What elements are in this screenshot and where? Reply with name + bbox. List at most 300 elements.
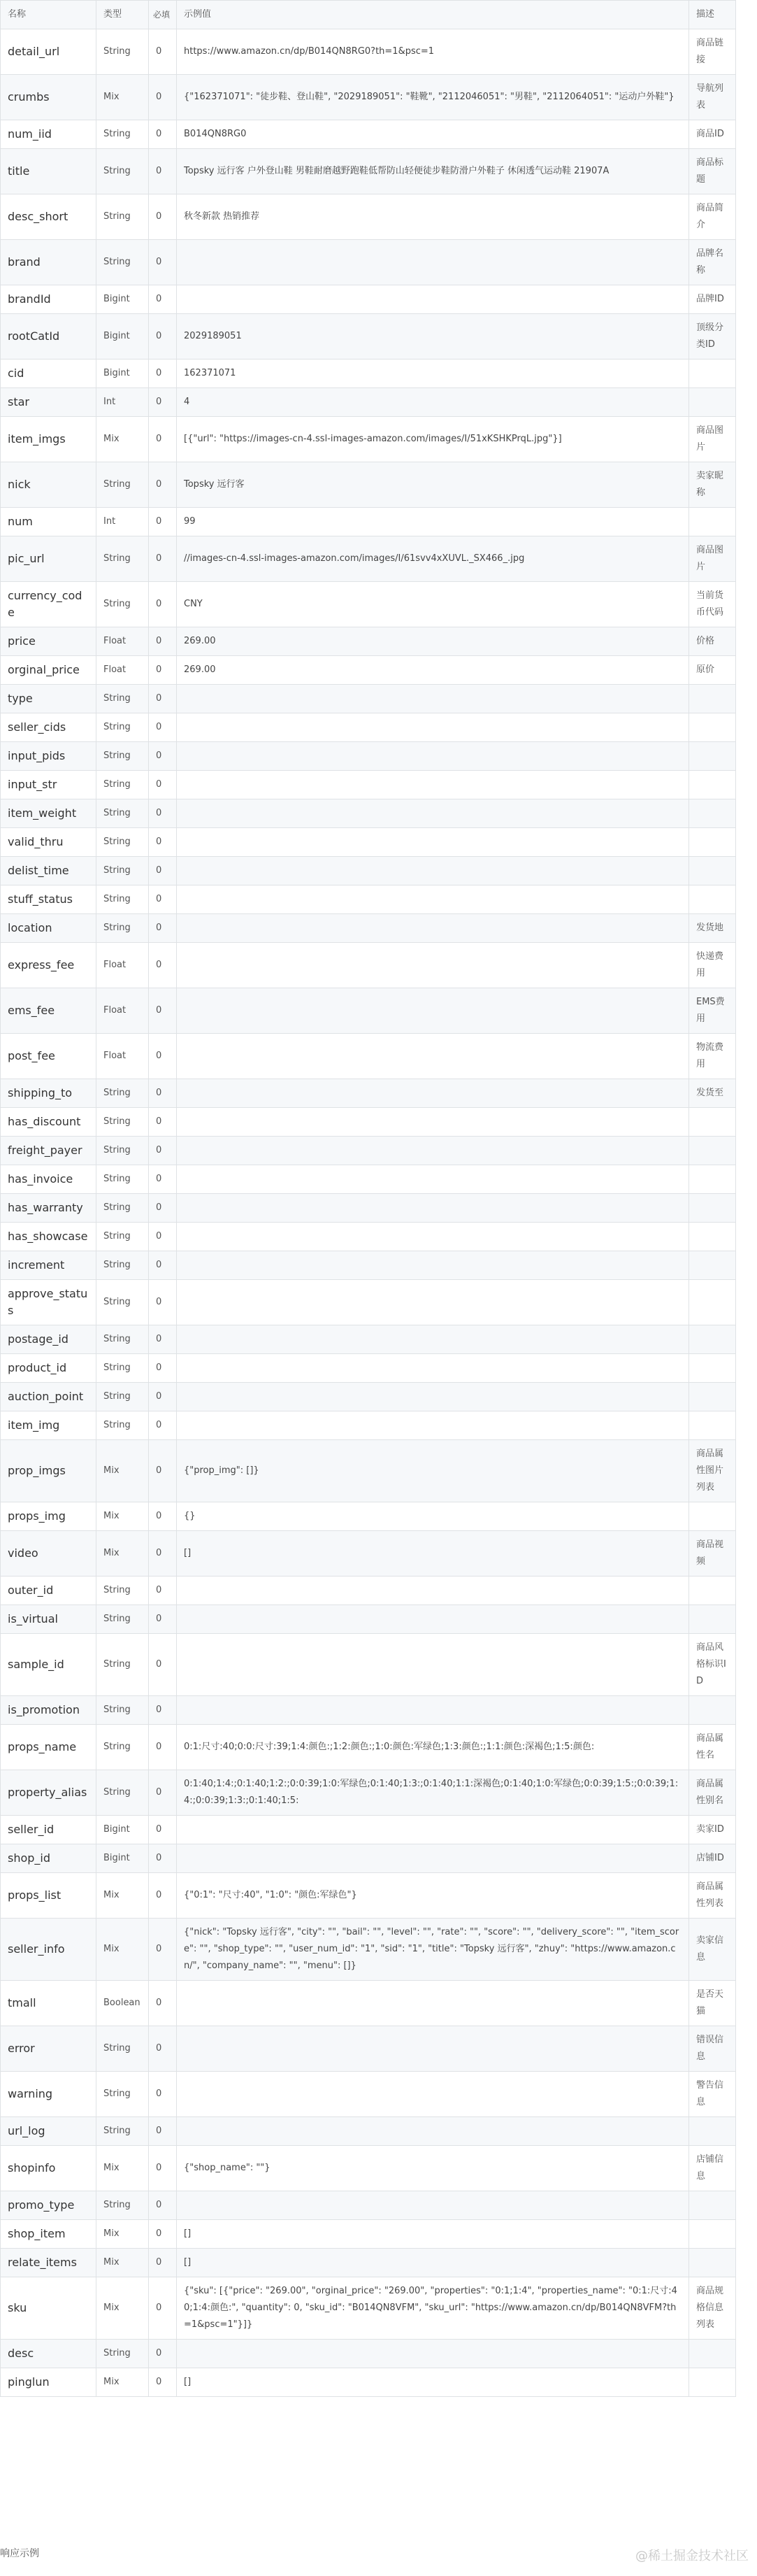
cell-type: String xyxy=(96,1383,149,1411)
cell-example xyxy=(177,1137,689,1165)
cell-type: String xyxy=(96,713,149,742)
table-row xyxy=(1,914,736,943)
cell-required: 0 xyxy=(149,417,177,462)
cell-type: Mix xyxy=(96,417,149,462)
cell-name: brand xyxy=(1,240,96,285)
table-row xyxy=(1,685,736,713)
table-row xyxy=(1,2191,736,2220)
cell-type: String xyxy=(96,771,149,799)
cell-example xyxy=(177,2117,689,2146)
cell-example xyxy=(177,885,689,914)
cell-name: star xyxy=(1,388,96,417)
cell-example: 162371071 xyxy=(177,360,689,388)
cell-type: String xyxy=(96,742,149,771)
cell-example: 秋冬新款 热销推荐 xyxy=(177,194,689,240)
cell-description: 商品属性别名 xyxy=(689,1770,736,1816)
cell-type: Float xyxy=(96,627,149,656)
cell-name: location xyxy=(1,914,96,943)
cell-example xyxy=(177,2072,689,2117)
cell-required: 0 xyxy=(149,1354,177,1383)
table-row xyxy=(1,1137,736,1165)
table-row xyxy=(1,1696,736,1725)
cell-example xyxy=(177,1223,689,1251)
cell-example xyxy=(177,1844,689,1873)
cell-description xyxy=(689,1383,736,1411)
cell-required: 0 xyxy=(149,1079,177,1108)
cell-name: has_showcase xyxy=(1,1223,96,1251)
cell-name: post_fee xyxy=(1,1034,96,1079)
cell-description xyxy=(689,1577,736,1605)
cell-name: num xyxy=(1,508,96,536)
cell-type: Mix xyxy=(96,1440,149,1502)
cell-type: Mix xyxy=(96,75,149,120)
cell-description: 店铺信息 xyxy=(689,2146,736,2191)
cell-type: Mix xyxy=(96,1531,149,1577)
cell-type: Boolean xyxy=(96,1981,149,2026)
cell-type: Mix xyxy=(96,2368,149,2397)
cell-type: Float xyxy=(96,988,149,1034)
table-row xyxy=(1,2072,736,2117)
cell-required: 0 xyxy=(149,2117,177,2146)
table-row xyxy=(1,1577,736,1605)
cell-example xyxy=(177,943,689,988)
cell-type: Mix xyxy=(96,2146,149,2191)
cell-example: {} xyxy=(177,1502,689,1531)
cell-name: shop_item xyxy=(1,2220,96,2249)
table-row xyxy=(1,1411,736,1440)
cell-description xyxy=(689,360,736,388)
cell-description xyxy=(689,1137,736,1165)
cell-type: Int xyxy=(96,388,149,417)
cell-name: postage_id xyxy=(1,1325,96,1354)
cell-description xyxy=(689,1223,736,1251)
cell-description xyxy=(689,885,736,914)
cell-example: 0:1:尺寸:40;0:0:尺寸:39;1:4:颜色:;1:2:颜色:;1:0:颜色:军绿色;1:3:颜色:;1:1:颜色:深褐色;1:5:颜色: xyxy=(177,1725,689,1770)
cell-type: Float xyxy=(96,656,149,685)
table-row xyxy=(1,1770,736,1816)
table-header xyxy=(1,1,736,29)
cell-name: product_id xyxy=(1,1354,96,1383)
cell-example: [] xyxy=(177,2220,689,2249)
cell-type: String xyxy=(96,1194,149,1223)
cell-example: Topsky 远行客 xyxy=(177,462,689,508)
cell-example xyxy=(177,857,689,885)
cell-example xyxy=(177,1696,689,1725)
cell-type: String xyxy=(96,1354,149,1383)
cell-example: {"0:1": "尺寸:40", "1:0": "颜色:军绿色"} xyxy=(177,1873,689,1919)
cell-required: 0 xyxy=(149,1325,177,1354)
cell-type: String xyxy=(96,1223,149,1251)
cell-example: [] xyxy=(177,2249,689,2277)
table-row xyxy=(1,943,736,988)
cell-example xyxy=(177,713,689,742)
cell-required: 0 xyxy=(149,388,177,417)
cell-description xyxy=(689,799,736,828)
table-row xyxy=(1,240,736,285)
cell-name: relate_items xyxy=(1,2249,96,2277)
cell-type: String xyxy=(96,2026,149,2072)
cell-type: String xyxy=(96,1165,149,1194)
cell-required: 0 xyxy=(149,1108,177,1137)
cell-example xyxy=(177,1634,689,1696)
cell-description: EMS费用 xyxy=(689,988,736,1034)
cell-example xyxy=(177,1577,689,1605)
table-row xyxy=(1,149,736,194)
cell-description: 物流费用 xyxy=(689,1034,736,1079)
table-row xyxy=(1,75,736,120)
cell-example xyxy=(177,1165,689,1194)
cell-example xyxy=(177,828,689,857)
cell-description xyxy=(689,685,736,713)
cell-type: Bigint xyxy=(96,1816,149,1844)
cell-example xyxy=(177,2026,689,2072)
cell-type: Mix xyxy=(96,1873,149,1919)
cell-description: 当前货币代码 xyxy=(689,582,736,627)
cell-type: String xyxy=(96,828,149,857)
table-row xyxy=(1,1079,736,1108)
cell-description: 商品图片 xyxy=(689,417,736,462)
cell-description: 品牌ID xyxy=(689,285,736,314)
table-row xyxy=(1,1383,736,1411)
cell-name: seller_cids xyxy=(1,713,96,742)
cell-description: 商品属性列表 xyxy=(689,1873,736,1919)
cell-type: String xyxy=(96,1696,149,1725)
cell-type: String xyxy=(96,1137,149,1165)
cell-description: 商品风格标识ID xyxy=(689,1634,736,1696)
cell-example: 2029189051 xyxy=(177,314,689,360)
cell-type: String xyxy=(96,914,149,943)
table-row xyxy=(1,582,736,627)
cell-description xyxy=(689,1354,736,1383)
table-row xyxy=(1,2368,736,2397)
cell-required: 0 xyxy=(149,2191,177,2220)
cell-name: has_discount xyxy=(1,1108,96,1137)
table-row xyxy=(1,2277,736,2340)
cell-type: Mix xyxy=(96,1919,149,1981)
cell-description xyxy=(689,1165,736,1194)
cell-name: item_img xyxy=(1,1411,96,1440)
cell-required: 0 xyxy=(149,2368,177,2397)
cell-description xyxy=(689,2117,736,2146)
cell-name: price xyxy=(1,627,96,656)
table-row xyxy=(1,2146,736,2191)
cell-type: String xyxy=(96,2117,149,2146)
cell-example xyxy=(177,1325,689,1354)
table-row xyxy=(1,120,736,149)
table-row xyxy=(1,1165,736,1194)
cell-description: 商品链接 xyxy=(689,29,736,75)
cell-name: cid xyxy=(1,360,96,388)
response-example-label: 响应示例 xyxy=(0,2548,39,2559)
cell-example: {"nick": "Topsky 远行客", "city": "", "bail": "", "level": "", "rate": "", "score": "", "delivery_score": "", "item_score": "", "shop_type": "", "user_num_id": "1", "sid": "1", "title": "Topsky 远行客", "zhuy": "https://www.amazon.cn/", "company_name": "", "menu": []} xyxy=(177,1919,689,1981)
cell-name: sample_id xyxy=(1,1634,96,1696)
cell-type: String xyxy=(96,685,149,713)
cell-description: 商品标题 xyxy=(689,149,736,194)
cell-type: String xyxy=(96,799,149,828)
cell-required: 0 xyxy=(149,742,177,771)
table-row xyxy=(1,1634,736,1696)
cell-name: delist_time xyxy=(1,857,96,885)
table-row xyxy=(1,1919,736,1981)
table-row xyxy=(1,1251,736,1280)
cell-description: 是否天猫 xyxy=(689,1981,736,2026)
cell-description: 商品视频 xyxy=(689,1531,736,1577)
table-row xyxy=(1,1440,736,1502)
cell-example: [{"url": "https://images-cn-4.ssl-images-amazon.com/images/I/51xKSHKPrqL.jpg"}] xyxy=(177,417,689,462)
cell-type: String xyxy=(96,1079,149,1108)
cell-example xyxy=(177,1079,689,1108)
cell-required: 0 xyxy=(149,240,177,285)
watermark-text: @稀土掘金技术社区 xyxy=(635,2549,749,2563)
cell-example: {"sku": [{"price": "269.00", "orginal_price": "269.00", "properties": "0:1;1:4", "properties_name": "0:1:尺寸:40;1:4:颜色:", "quantity": 0, "sku_id": "B014QN8VFM", "sku_url": "https://www.amazon.cn/dp/B014QN8VFM?th=1&psc=1"}]} xyxy=(177,2277,689,2340)
cell-required: 0 xyxy=(149,885,177,914)
cell-type: Mix xyxy=(96,2220,149,2249)
cell-type: String xyxy=(96,1108,149,1137)
cell-description xyxy=(689,1605,736,1634)
cell-example: https://www.amazon.cn/dp/B014QN8RG0?th=1&psc=1 xyxy=(177,29,689,75)
cell-name: crumbs xyxy=(1,75,96,120)
cell-description xyxy=(689,1696,736,1725)
cell-description xyxy=(689,1325,736,1354)
cell-name: warning xyxy=(1,2072,96,2117)
cell-required: 0 xyxy=(149,1383,177,1411)
cell-name: freight_payer xyxy=(1,1137,96,1165)
table-row xyxy=(1,1223,736,1251)
cell-required: 0 xyxy=(149,2026,177,2072)
table-row xyxy=(1,1981,736,2026)
cell-required: 0 xyxy=(149,2220,177,2249)
cell-description xyxy=(689,742,736,771)
cell-required: 0 xyxy=(149,771,177,799)
table-row xyxy=(1,285,736,314)
table-row xyxy=(1,828,736,857)
cell-description xyxy=(689,2249,736,2277)
cell-example: Topsky 远行客 户外登山鞋 男鞋耐磨越野跑鞋低帮防山轻便徒步鞋防滑户外鞋子 休闲透气运动鞋 21907A xyxy=(177,149,689,194)
cell-example xyxy=(177,1383,689,1411)
cell-type: String xyxy=(96,2340,149,2368)
cell-required: 0 xyxy=(149,2249,177,2277)
cell-required: 0 xyxy=(149,1280,177,1325)
cell-type: String xyxy=(96,1770,149,1816)
cell-example: 4 xyxy=(177,388,689,417)
cell-required: 0 xyxy=(149,627,177,656)
cell-required: 0 xyxy=(149,360,177,388)
column-header-description: 描述 xyxy=(689,1,736,29)
cell-type: Bigint xyxy=(96,285,149,314)
cell-example: {"shop_name": ""} xyxy=(177,2146,689,2191)
cell-description: 卖家昵称 xyxy=(689,462,736,508)
cell-type: String xyxy=(96,1634,149,1696)
cell-required: 0 xyxy=(149,462,177,508)
cell-name: desc xyxy=(1,2340,96,2368)
cell-name: stuff_status xyxy=(1,885,96,914)
cell-required: 0 xyxy=(149,1223,177,1251)
cell-name: error xyxy=(1,2026,96,2072)
cell-description xyxy=(689,2368,736,2397)
cell-example xyxy=(177,685,689,713)
cell-required: 0 xyxy=(149,1725,177,1770)
cell-required: 0 xyxy=(149,194,177,240)
table-body xyxy=(1,29,736,2397)
table-row xyxy=(1,462,736,508)
cell-name: input_pids xyxy=(1,742,96,771)
cell-name: rootCatId xyxy=(1,314,96,360)
cell-description: 卖家ID xyxy=(689,1816,736,1844)
cell-description xyxy=(689,857,736,885)
table-row xyxy=(1,1873,736,1919)
watermark xyxy=(635,2546,749,2564)
table-row xyxy=(1,388,736,417)
table-row xyxy=(1,29,736,75)
cell-name: title xyxy=(1,149,96,194)
cell-name: desc_short xyxy=(1,194,96,240)
cell-type: String xyxy=(96,885,149,914)
cell-name: approve_status xyxy=(1,1280,96,1325)
table-header-row xyxy=(1,1,736,29)
table-row xyxy=(1,1816,736,1844)
cell-example xyxy=(177,1816,689,1844)
cell-name: increment xyxy=(1,1251,96,1280)
cell-type: Float xyxy=(96,1034,149,1079)
cell-required: 0 xyxy=(149,120,177,149)
cell-example: //images-cn-4.ssl-images-amazon.com/images/I/61svv4xXUVL._SX466_.jpg xyxy=(177,536,689,582)
table-row xyxy=(1,713,736,742)
cell-name: has_invoice xyxy=(1,1165,96,1194)
cell-example: CNY xyxy=(177,582,689,627)
table-row xyxy=(1,2117,736,2146)
cell-required: 0 xyxy=(149,536,177,582)
cell-type: String xyxy=(96,194,149,240)
cell-type: String xyxy=(96,1280,149,1325)
cell-name: promo_type xyxy=(1,2191,96,2220)
cell-required: 0 xyxy=(149,1605,177,1634)
cell-name: video xyxy=(1,1531,96,1577)
cell-example xyxy=(177,1108,689,1137)
cell-example xyxy=(177,1981,689,2026)
cell-description: 错误信息 xyxy=(689,2026,736,2072)
cell-required: 0 xyxy=(149,285,177,314)
cell-type: String xyxy=(96,2191,149,2220)
cell-example xyxy=(177,988,689,1034)
table-row xyxy=(1,857,736,885)
cell-description xyxy=(689,1251,736,1280)
cell-required: 0 xyxy=(149,314,177,360)
cell-description: 商品ID xyxy=(689,120,736,149)
cell-required: 0 xyxy=(149,1981,177,2026)
cell-description xyxy=(689,2220,736,2249)
cell-description xyxy=(689,1502,736,1531)
cell-name: sku xyxy=(1,2277,96,2340)
cell-type: String xyxy=(96,1725,149,1770)
cell-name: tmall xyxy=(1,1981,96,2026)
cell-required: 0 xyxy=(149,2072,177,2117)
cell-example xyxy=(177,914,689,943)
cell-required: 0 xyxy=(149,1165,177,1194)
cell-type: Bigint xyxy=(96,360,149,388)
cell-example: 269.00 xyxy=(177,656,689,685)
table-row xyxy=(1,2340,736,2368)
cell-required: 0 xyxy=(149,1531,177,1577)
cell-name: pic_url xyxy=(1,536,96,582)
cell-description: 警告信息 xyxy=(689,2072,736,2117)
table-row xyxy=(1,417,736,462)
cell-name: props_list xyxy=(1,1873,96,1919)
cell-description xyxy=(689,828,736,857)
table-row xyxy=(1,1194,736,1223)
cell-description: 价格 xyxy=(689,627,736,656)
cell-example: [] xyxy=(177,1531,689,1577)
table-row xyxy=(1,1725,736,1770)
cell-description xyxy=(689,1280,736,1325)
cell-required: 0 xyxy=(149,2340,177,2368)
cell-name: input_str xyxy=(1,771,96,799)
cell-required: 0 xyxy=(149,1137,177,1165)
cell-description: 商品属性名 xyxy=(689,1725,736,1770)
cell-required: 0 xyxy=(149,149,177,194)
cell-description: 快递费用 xyxy=(689,943,736,988)
cell-type: String xyxy=(96,1577,149,1605)
cell-type: Bigint xyxy=(96,314,149,360)
table-row xyxy=(1,536,736,582)
cell-name: auction_point xyxy=(1,1383,96,1411)
table-row xyxy=(1,2249,736,2277)
cell-required: 0 xyxy=(149,75,177,120)
cell-name: num_iid xyxy=(1,120,96,149)
cell-name: item_imgs xyxy=(1,417,96,462)
table-row xyxy=(1,1502,736,1531)
table-row xyxy=(1,1108,736,1137)
cell-required: 0 xyxy=(149,1411,177,1440)
cell-type: String xyxy=(96,1411,149,1440)
column-header-example: 示例值 xyxy=(177,1,689,29)
cell-example xyxy=(177,771,689,799)
cell-name: nick xyxy=(1,462,96,508)
cell-description xyxy=(689,2191,736,2220)
cell-required: 0 xyxy=(149,1696,177,1725)
cell-name: shopinfo xyxy=(1,2146,96,2191)
cell-type: String xyxy=(96,582,149,627)
cell-example xyxy=(177,799,689,828)
cell-type: String xyxy=(96,29,149,75)
cell-required: 0 xyxy=(149,828,177,857)
cell-name: has_warranty xyxy=(1,1194,96,1223)
cell-description: 发货至 xyxy=(689,1079,736,1108)
cell-name: seller_id xyxy=(1,1816,96,1844)
cell-type: String xyxy=(96,857,149,885)
cell-required: 0 xyxy=(149,988,177,1034)
table-row xyxy=(1,360,736,388)
cell-description xyxy=(689,771,736,799)
cell-type: Int xyxy=(96,508,149,536)
cell-description xyxy=(689,713,736,742)
column-header-name: 名称 xyxy=(1,1,96,29)
cell-example: B014QN8RG0 xyxy=(177,120,689,149)
cell-type: String xyxy=(96,120,149,149)
cell-required: 0 xyxy=(149,943,177,988)
cell-required: 0 xyxy=(149,1194,177,1223)
cell-example xyxy=(177,1411,689,1440)
cell-required: 0 xyxy=(149,2146,177,2191)
cell-description: 发货地 xyxy=(689,914,736,943)
cell-required: 0 xyxy=(149,508,177,536)
cell-example xyxy=(177,1354,689,1383)
cell-example xyxy=(177,1251,689,1280)
cell-required: 0 xyxy=(149,713,177,742)
cell-required: 0 xyxy=(149,1634,177,1696)
cell-required: 0 xyxy=(149,1873,177,1919)
cell-name: props_name xyxy=(1,1725,96,1770)
cell-example xyxy=(177,2340,689,2368)
